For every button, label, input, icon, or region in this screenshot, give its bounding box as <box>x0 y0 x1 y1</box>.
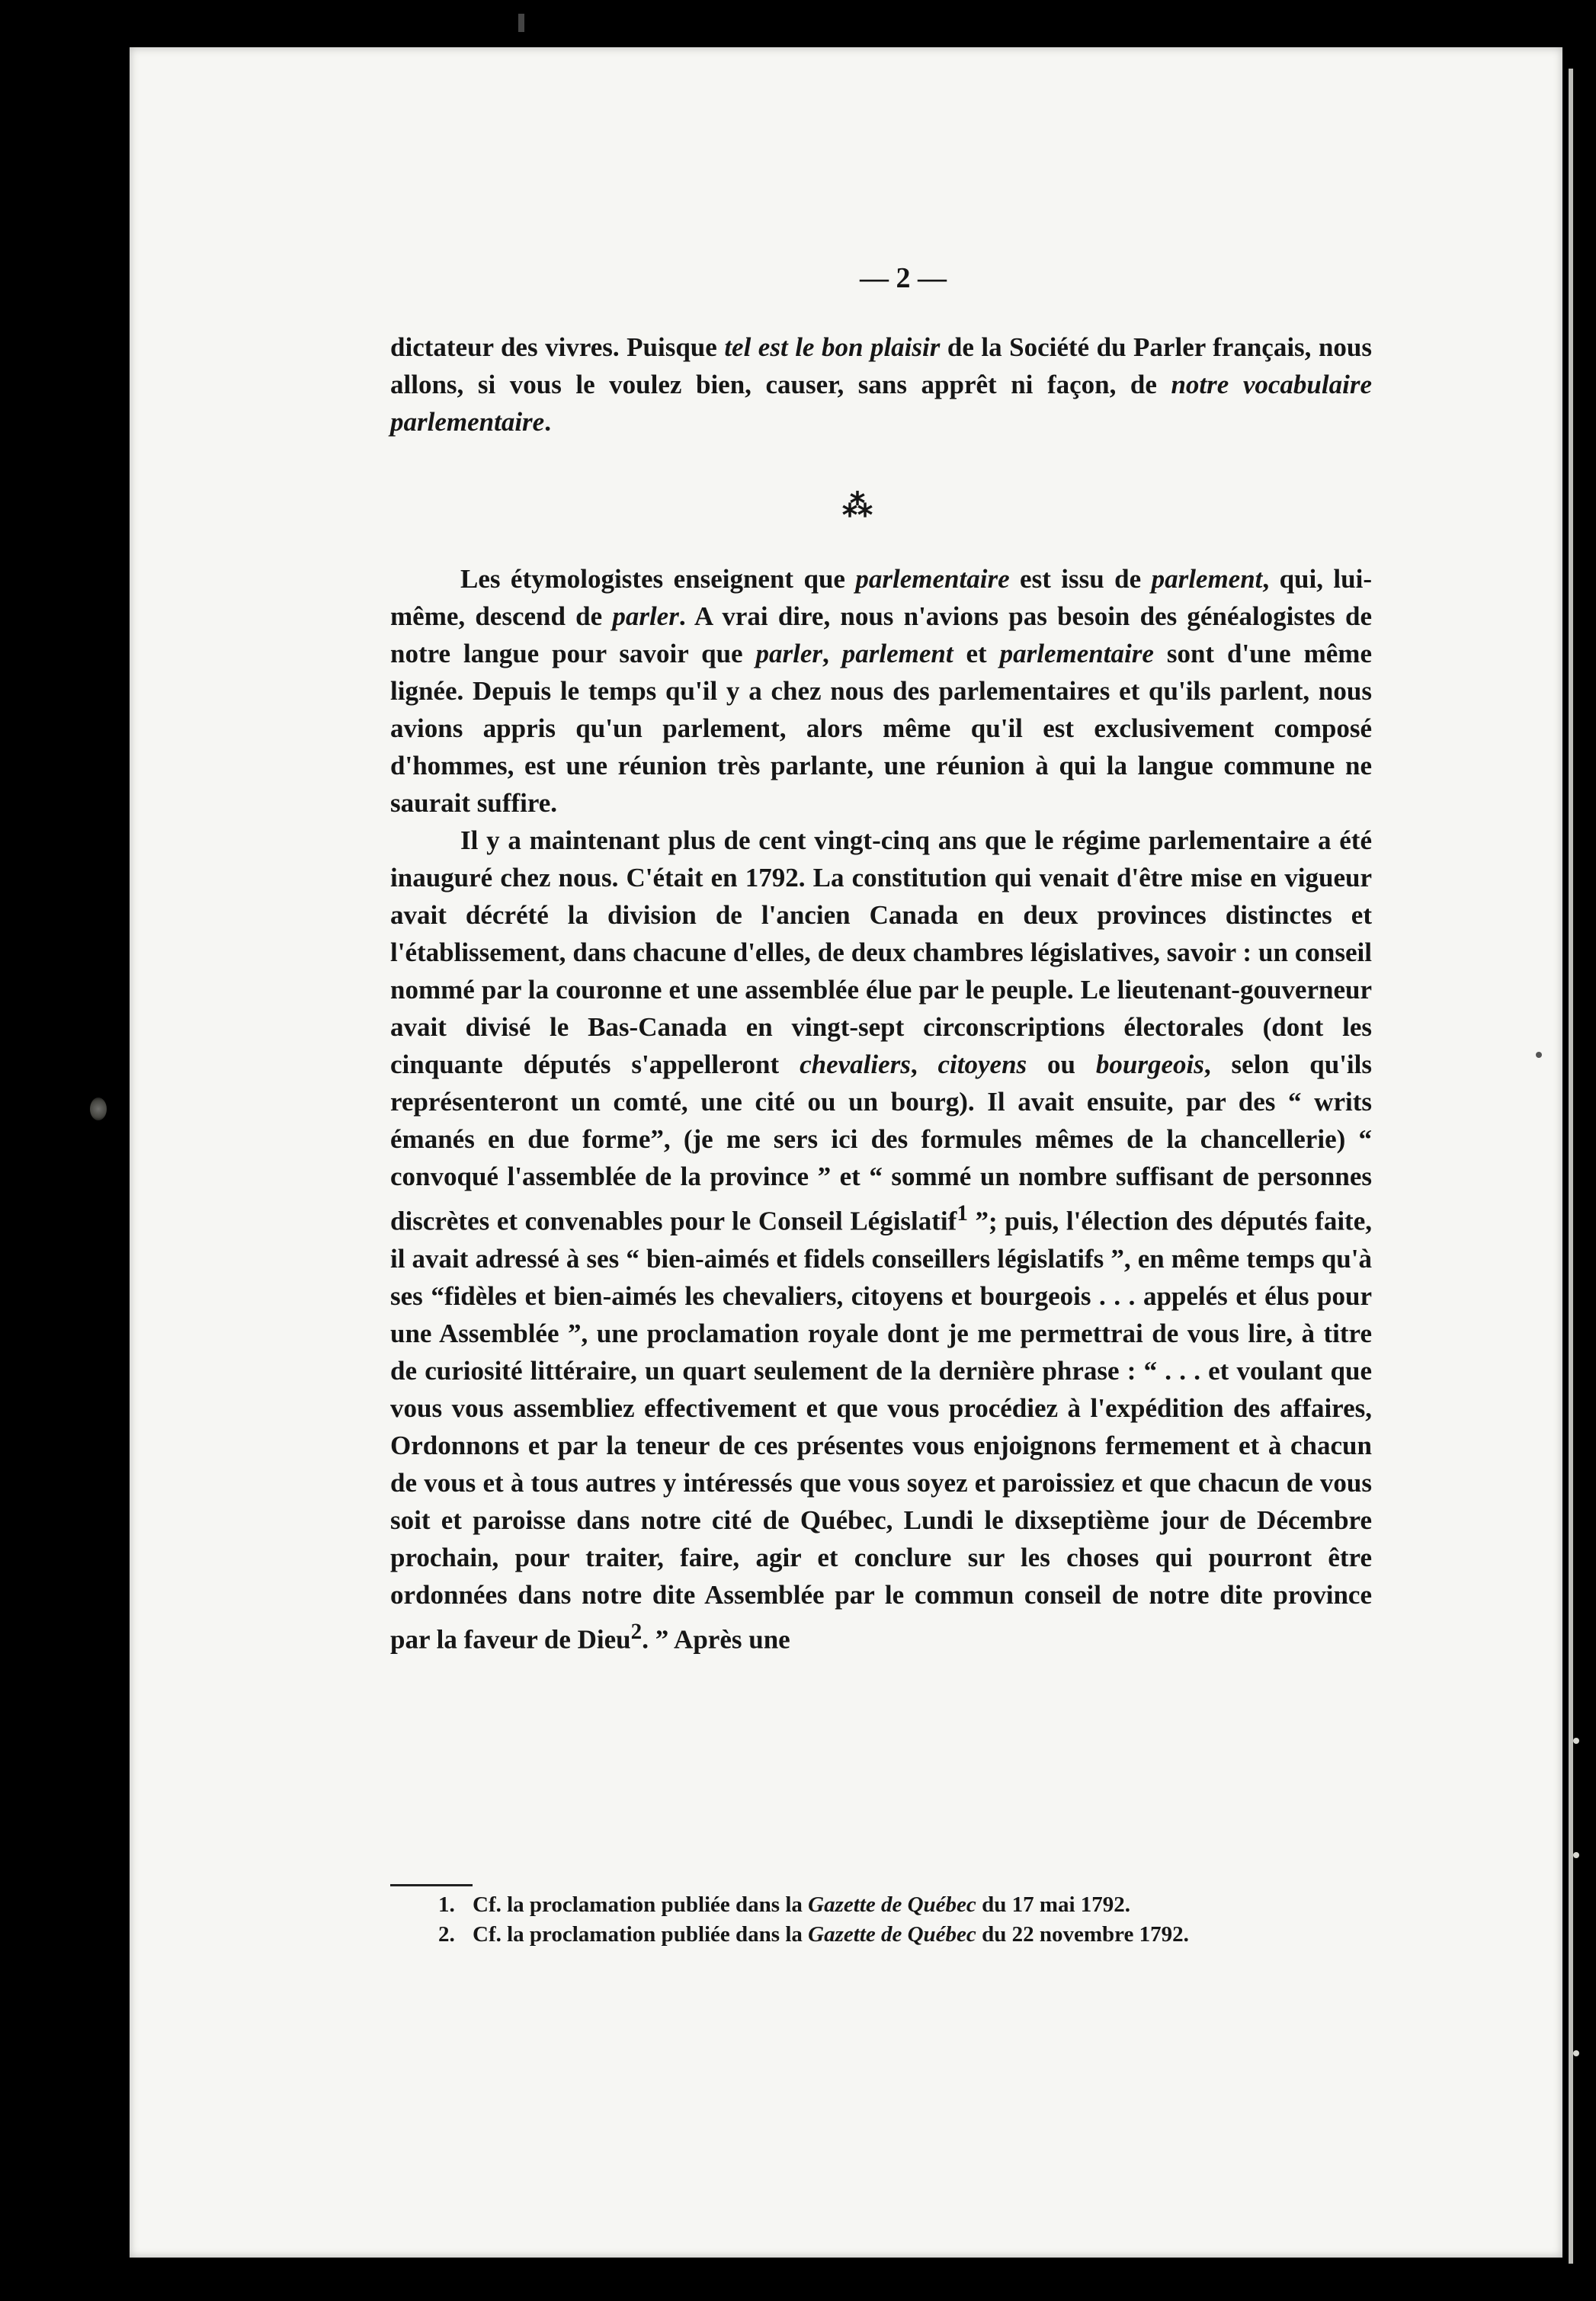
italic-run: notre vocabulaire parlementaire <box>390 370 1373 437</box>
scan-dot <box>1536 1052 1542 1058</box>
asterism: ⁂ <box>842 489 873 523</box>
footnote-ref[interactable]: 2 <box>630 1619 643 1644</box>
italic-run: parler <box>755 639 823 668</box>
footnote-number: 1. <box>438 1892 455 1917</box>
text-run: Cf. la proclamation publiée dans la <box>473 1892 809 1917</box>
body-text <box>390 560 1372 1658</box>
footnotes <box>438 1890 1376 1950</box>
text-run: , <box>822 639 842 668</box>
text-run: dictateur des vivres. Puisque <box>390 332 725 362</box>
text-run: , <box>910 1050 938 1079</box>
text-run: , selon qu'ils représenteront un comté, une cité ou un bourg). Il avait ensuite, par des “ writs émanés en due forme”, (je me sers ici des formules mêmes de la chancellerie) “ convoqué l'assemblée de la province ” et “ sommé un nombre suffisant de personnes discrètes et convenables pour le Conseil Législatif <box>390 1050 1373 1236</box>
italic-run: bourgeois <box>1095 1050 1204 1079</box>
italic-run: tel est le bon plaisir <box>724 332 941 362</box>
text-run: ou <box>1027 1050 1096 1079</box>
italic-run: parlementaire <box>855 564 1010 594</box>
text-run: Cf. la proclamation publiée dans la <box>473 1922 809 1947</box>
footnote-2 <box>438 1920 1376 1950</box>
italic-run: parlement <box>1151 564 1263 594</box>
text-run: . A vrai dire, nous n'avions pas besoin des généalogistes de notre langue pour savoir que <box>390 601 1372 668</box>
italic-run: parler <box>612 601 679 631</box>
italic-run: chevaliers <box>800 1050 911 1079</box>
footnote-separator <box>390 1884 473 1886</box>
italic-run: Gazette de Québec <box>808 1922 976 1947</box>
text-run: de la Société du Parler français, nous allons, si vous le voulez bien, causer, sans apprêt ni façon, de <box>390 332 1372 399</box>
paragraph-1 <box>390 328 1372 441</box>
paragraph-2 <box>390 560 1372 822</box>
text-run: , qui, lui-même, descend de <box>390 564 1372 631</box>
page-edge <box>1569 69 1573 2264</box>
scan-dot <box>1573 2050 1579 2056</box>
italic-run: citoyens <box>937 1050 1027 1079</box>
text-run: du 17 mai 1792. <box>976 1892 1131 1917</box>
scan-mark <box>518 14 524 32</box>
text-run: Les étymologistes enseignent que <box>460 564 856 594</box>
footnote-number: 2. <box>438 1922 455 1947</box>
text-run: . <box>544 407 551 437</box>
text-run: du 22 novembre 1792. <box>976 1922 1189 1947</box>
paragraph-3 <box>390 822 1372 1658</box>
italic-run: Gazette de Québec <box>808 1892 976 1917</box>
text-run: est issu de <box>1009 564 1152 594</box>
footnote-text <box>473 1920 1189 1950</box>
page-number: — 2 — <box>860 262 947 294</box>
footnote-1 <box>438 1890 1376 1920</box>
italic-run: parlement <box>841 639 953 668</box>
text-run: sont d'une même lignée. Depuis le temps qu'il y a chez nous des parlementaires et qu'ils parlent, nous avions appris qu'un parlement, alors même qu'il est exclusivement composé d'hommes, est une réunion très parlante, une réunion à qui la langue commune ne saurait suffire. <box>390 639 1372 818</box>
text-run: . ” Après une <box>642 1624 790 1655</box>
italic-run: parlementaire <box>999 639 1154 668</box>
footnote-text <box>473 1890 1130 1920</box>
scan-stain <box>90 1098 107 1120</box>
text-run: Il y a maintenant plus de cent vingt-cinq ans que le régime parlementaire a été inauguré chez nous. C'était en 1792. La constitution qui venait d'être mise en vigueur avait décrété la division de l'ancien Canada en deux provinces distinctes et l'établissement, dans chacune d'elles, de deux chambres législatives, savoir : un conseil nommé par la couronne et une assemblée élue par le peuple. Le lieutenant-gouverneur avait divisé le Bas-Canada en vingt-sept circonscriptions électorales (dont les cinquante députés s'appelleront <box>390 825 1372 1079</box>
scan-dot <box>1573 1852 1579 1858</box>
footnote-ref[interactable]: 1 <box>957 1201 968 1226</box>
scan-dot <box>1573 1738 1579 1744</box>
text-run: ”; puis, l'élection des députés faite, il avait adressé à ses “ bien-aimés et fidels conseillers législatifs ”, en même temps qu'à ses “fidèles et bien-aimés les chevaliers, citoyens et bourgeois . . . appelés et élus pour une Assemblée ”, une proclamation royale dont je me permettrai de vous lire, à titre de curiosité littéraire, un quart seulement de la dernière phrase : “ . . . et voulant que vous vous assembliez effectivement et que vous procédiez à l'expédition des affaires, Ordonnons et par la teneur de ces présentes vous enjoignons fermement et à chacun de vous et à tous autres y intéressés que vous soyez et paroissiez et que chacun de vous soit et paroisse dans notre cité de Québec, Lundi le dixseptième jour de Décembre prochain, pour traiter, faire, agir et conclure sur les choses qui pourront être ordonnées dans notre dite Assemblée par le commun conseil de notre dite province par la faveur de Dieu <box>390 1206 1372 1655</box>
text-run: et <box>953 639 1000 668</box>
